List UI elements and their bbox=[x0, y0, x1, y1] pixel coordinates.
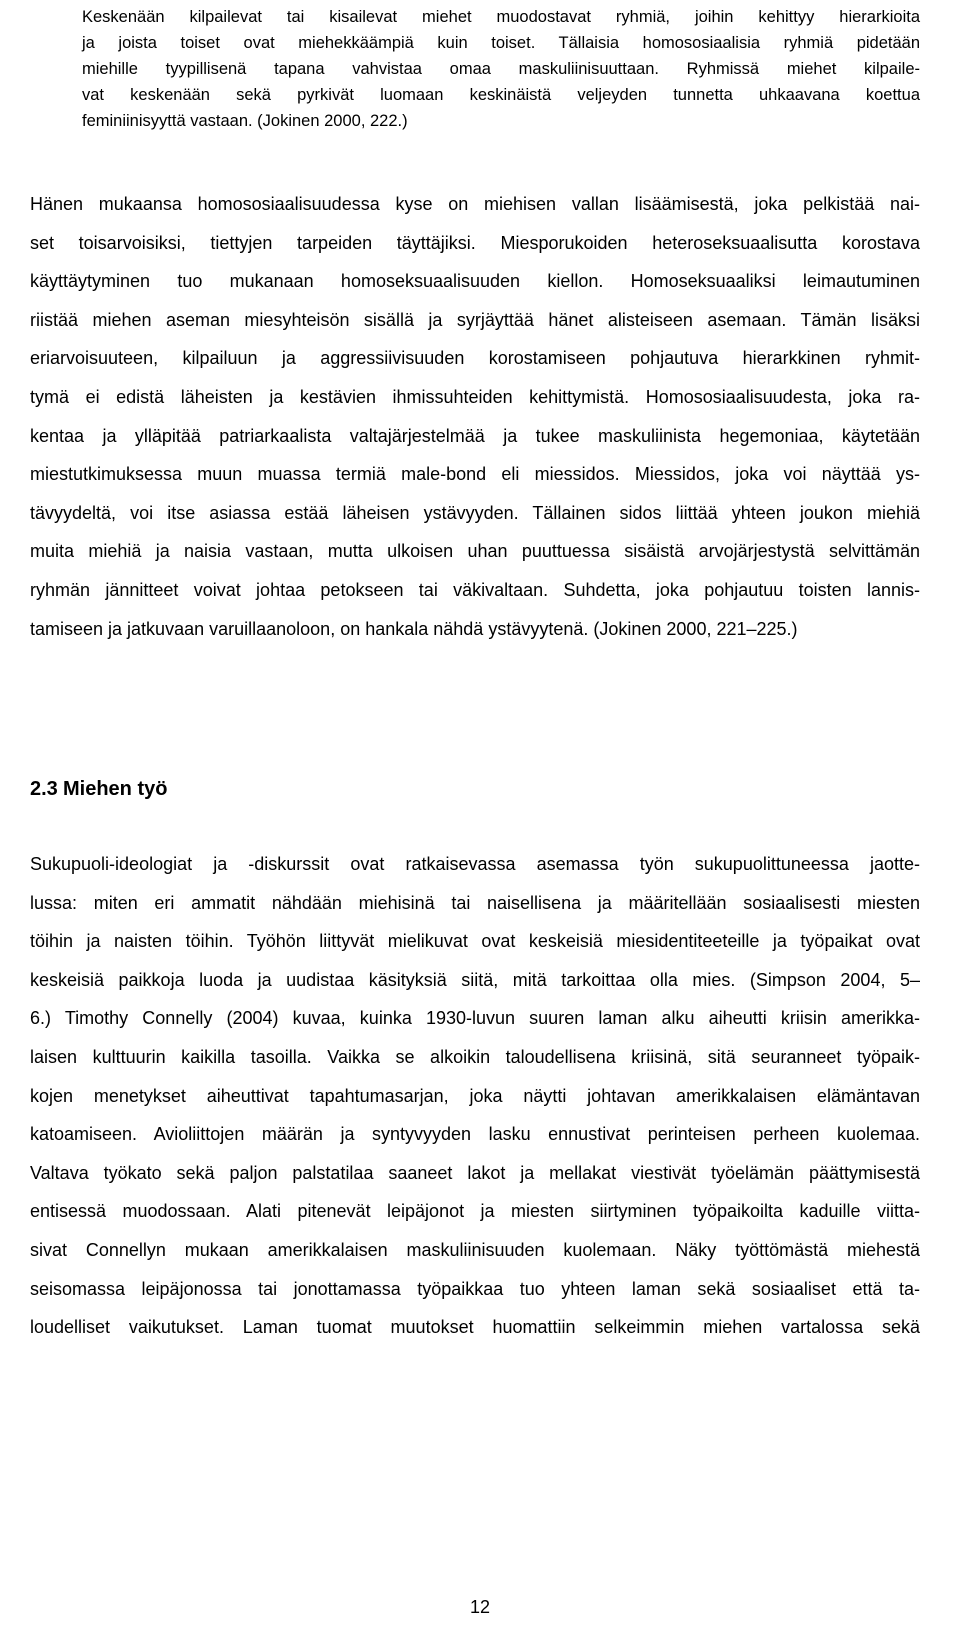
paragraph-line: loudelliset vaikutukset. Laman tuomat muutokset huomattiin selkeimmin miehen vartalossa sekä bbox=[30, 1317, 920, 1338]
quote-line: miehille tyypillisenä tapana vahvistaa omaa maskuliinisuuttaan. Ryhmissä miehet kilpaile- bbox=[82, 60, 920, 78]
paragraph-line: 6.) Timothy Connelly (2004) kuvaa, kuinka 1930-luvun suuren laman alku aiheutti kriisin amerikka- bbox=[30, 1008, 920, 1029]
paragraph-line: seisomassa leipäjonossa tai jonottamassa työpaikkaa tuo yhteen laman sekä sosiaaliset että ta- bbox=[30, 1278, 920, 1299]
paragraph-line: katoamiseen. Avioliittojen määrän ja syntyvyyden lasku ennustivat perinteisen perheen kuolemaa. bbox=[30, 1124, 920, 1145]
paragraph-line: ryhmän jännitteet voivat johtaa petokseen tai väkivaltaan. Suhdetta, joka pohjautuu toisten lannis- bbox=[30, 579, 920, 600]
paragraph-line: Valtava työkato sekä paljon palstatilaa saaneet lakot ja mellakat viestivät työelämän päättymisestä bbox=[30, 1162, 920, 1183]
paragraph-line: riistää miehen aseman miesyhteisön sisällä ja syrjäyttää hänet alisteiseen asemaan. Tämän lisäksi bbox=[30, 309, 920, 330]
paragraph-line: sivat Connellyn mukaan amerikkalaisen maskuliinisuuden kuolemaan. Näky työttömästä miehestä bbox=[30, 1239, 920, 1260]
block-quote bbox=[82, 4, 920, 134]
quote-line: ja joista toiset ovat miehekkäämpiä kuin toiset. Tällaisia homososiaalisia ryhmiä pidetään bbox=[82, 34, 920, 52]
paragraph-line: Hänen mukaansa homososiaalisuudessa kyse on miehisen vallan lisäämisestä, joka pelkistää nai- bbox=[30, 194, 920, 214]
paragraph-line: tävyydeltä, voi itse asiassa estää läheisen ystävyyden. Tällainen sidos liittää yhteen joukon miehiä bbox=[30, 502, 920, 523]
section-number: 2.3 bbox=[30, 778, 58, 800]
paragraph-line: kojen menetykset aiheuttivat tapahtumasarjan, joka näytti johtavan amerikkalaisen elämäntavan bbox=[30, 1085, 920, 1106]
section-heading bbox=[30, 778, 167, 801]
paragraph-line: tamiseen ja jatkuvaan varuillaanoloon, on hankala nähdä ystävyytenä. (Jokinen 2000, 221–225.) bbox=[30, 618, 798, 639]
quote-line: vat keskenään sekä pyrkivät luomaan keskinäistä veljeyden tunnetta uhkaavana koettua bbox=[82, 86, 920, 104]
paragraph-line: lussa: miten eri ammatit nähdään miehisinä tai naisellisena ja määritellään sosiaalisesti miesten bbox=[30, 892, 920, 913]
page-number: 12 bbox=[469, 1597, 491, 1617]
section-title: Miehen työ bbox=[63, 778, 168, 800]
quote-line: Keskenään kilpailevat tai kisailevat miehet muodostavat ryhmiä, joihin kehittyy hierarkioita bbox=[82, 8, 920, 26]
paragraph-line: set toisarvoisiksi, tiettyjen tarpeiden täyttäjiksi. Miesporukoiden heteroseksuaalisutta korostava bbox=[30, 232, 920, 253]
paragraph-mens-work bbox=[30, 845, 920, 1347]
paragraph-line: muita miehiä ja naisia vastaan, mutta ulkoisen uhan puuttuessa sisäistä arvojärjestystä selvittämän bbox=[30, 541, 920, 562]
paragraph-homosociality bbox=[30, 185, 920, 648]
paragraph-line: eriarvoisuuteen, kilpailuun ja aggressiivisuuden korostamiseen pohjautuva hierarkkinen ryhmit- bbox=[30, 348, 920, 369]
paragraph-line: töihin ja naisten töihin. Työhön liittyvät mielikuvat ovat keskeisiä miesidentiteeteille ja työpaikat ovat bbox=[30, 931, 920, 952]
paragraph-line: laisen kulttuurin kaikilla tasoilla. Vaikka se alkoikin taloudellisena kriisinä, sitä seuranneet työpaik- bbox=[30, 1046, 920, 1067]
paragraph-line: käyttäytyminen tuo mukanaan homoseksuaalisuuden kiellon. Homoseksuaaliksi leimautuminen bbox=[30, 271, 920, 292]
paragraph-line: tymä ei edistä läheisten ja kestävien ihmissuhteiden kehittymistä. Homososiaalisuudesta, joka ra- bbox=[30, 386, 920, 407]
paragraph-line: miestutkimuksessa muun muassa termiä male-bond eli miessidos. Miessidos, joka voi näyttää ys- bbox=[30, 464, 920, 485]
quote-line: feminiinisyyttä vastaan. (Jokinen 2000, 222.) bbox=[82, 112, 408, 130]
paragraph-line: keskeisiä paikkoja luoda ja uudistaa käsityksiä siitä, mitä tarkoittaa olla mies. (Simpson 2004, 5– bbox=[30, 969, 920, 990]
paragraph-line: kentaa ja ylläpitää patriarkaalista valtajärjestelmää ja tukee maskuliinista hegemoniaa, käytetään bbox=[30, 425, 920, 446]
paragraph-line: Sukupuoli-ideologiat ja -diskurssit ovat ratkaisevassa asemassa työn sukupuolittuneessa jaotte- bbox=[30, 854, 920, 874]
paragraph-line: entisessä muodossaan. Alati pitenevät leipäjonot ja miesten siirtyminen työpaikoilta kaduille viitta- bbox=[30, 1201, 920, 1222]
